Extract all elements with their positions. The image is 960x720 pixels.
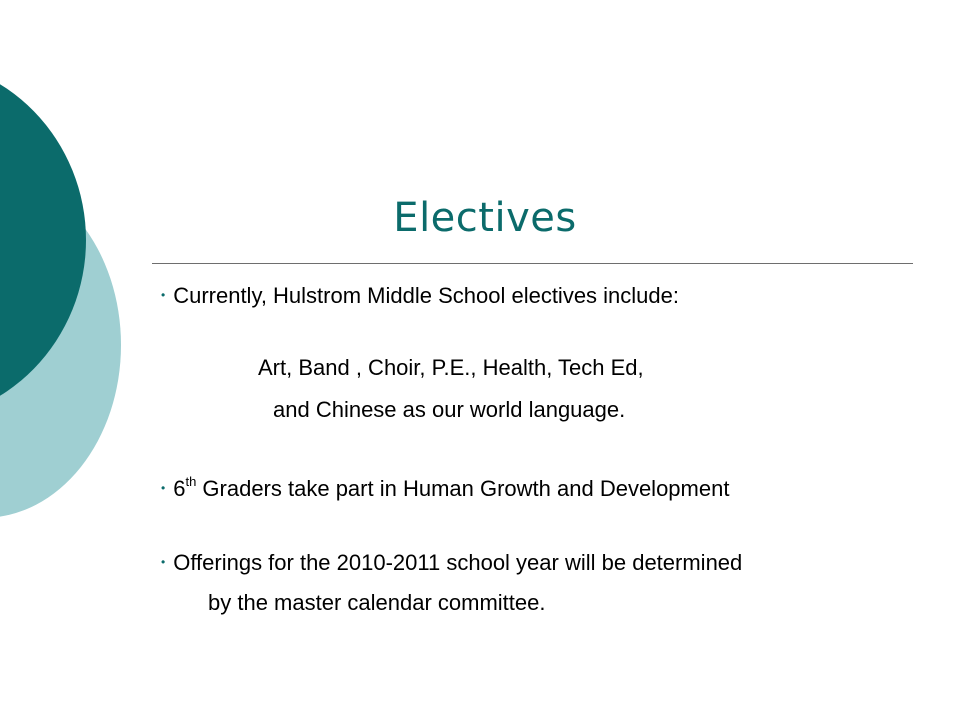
bullet-icon: • [161,481,166,495]
bullet-item-electives [161,285,679,307]
bullet-text: Currently, Hulstrom Middle School electives include: [173,283,679,308]
bullet-item-offerings [161,552,742,574]
slide-title: Electives [393,195,577,241]
grade-number: 6 [173,476,186,501]
electives-list-line-1: Art, Band , Choir, P.E., Health, Tech Ed, [258,355,644,380]
bullet-continuation: by the master calendar committee. [208,590,546,615]
bullet-text: Graders take part in Human Growth and Development [196,476,730,501]
grade-superscript: th [185,474,197,489]
bullet-icon: • [161,555,166,569]
electives-list-line-2: and Chinese as our world language. [273,397,626,422]
bullet-item-sixth-graders [161,475,729,500]
bullet-text: Offerings for the 2010-2011 school year will be determined [173,550,743,575]
bullet-icon: • [161,288,166,302]
title-divider [152,263,913,264]
